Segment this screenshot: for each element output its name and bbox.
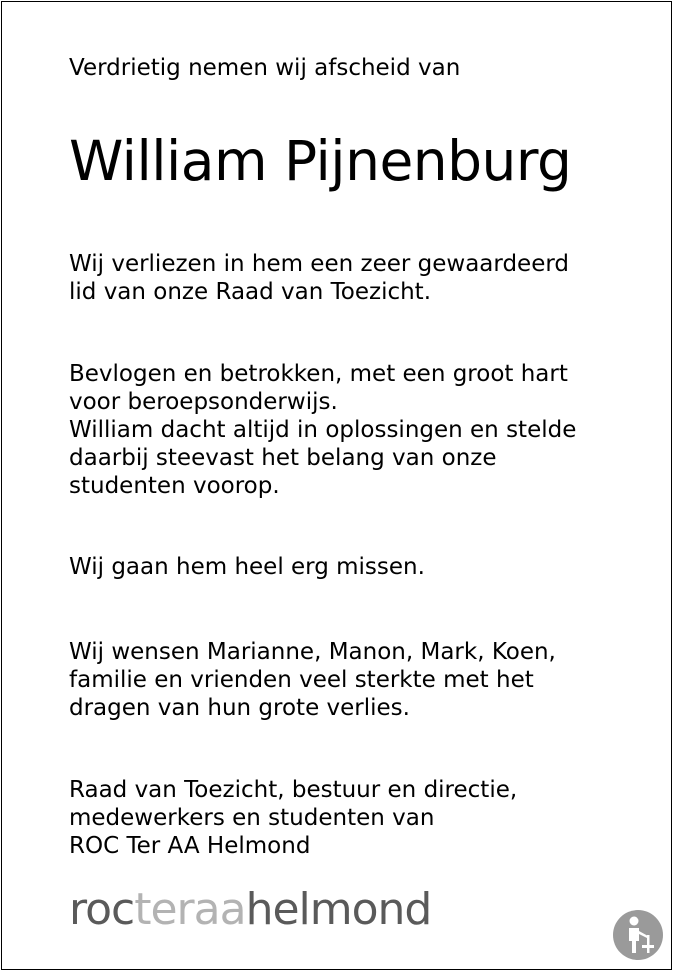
logo-roc: roc [69,884,135,935]
logo-teraa: teraa [134,884,246,935]
paragraph-appreciation [69,250,569,306]
notice-intro: Verdrietig nemen wij afscheid van [69,55,461,81]
text-line: dragen van hun grote verlies. [69,695,410,721]
text-line: ROC Ter AA Helmond [69,833,311,859]
text-line: William dacht altijd in oplossingen en stelde [69,417,577,443]
text-line: Wij wensen Marianne, Manon, Mark, Koen, [69,639,556,665]
text-line: voor beroepsonderwijs. [69,389,338,415]
text-line: lid van onze Raad van Toezicht. [69,279,432,305]
deceased-name: William Pijnenburg [69,129,572,193]
text-line: medewerkers en studenten van [69,805,435,831]
text-line: Wij verliezen in hem een zeer gewaardeerd [69,251,569,277]
paragraph-condolences [69,638,556,722]
memorial-figure-icon [612,909,664,961]
text-line: studenten voorop. [69,473,280,499]
text-line: Raad van Toezicht, bestuur en directie, [69,777,518,803]
paragraph-signature [69,776,517,860]
text-line: Wij gaan hem heel erg missen. [69,554,425,580]
text-line: Bevlogen en betrokken, met een groot hart [69,361,568,387]
text-line: daarbij steevast het belang van onze [69,445,497,471]
paragraph-missing [69,553,425,581]
roc-ter-aa-logo [69,884,431,936]
text-line: familie en vrienden veel sterkte met het [69,667,534,693]
notice-frame [1,1,672,970]
paragraph-tribute [69,360,576,500]
logo-helmond: helmond [245,884,432,935]
